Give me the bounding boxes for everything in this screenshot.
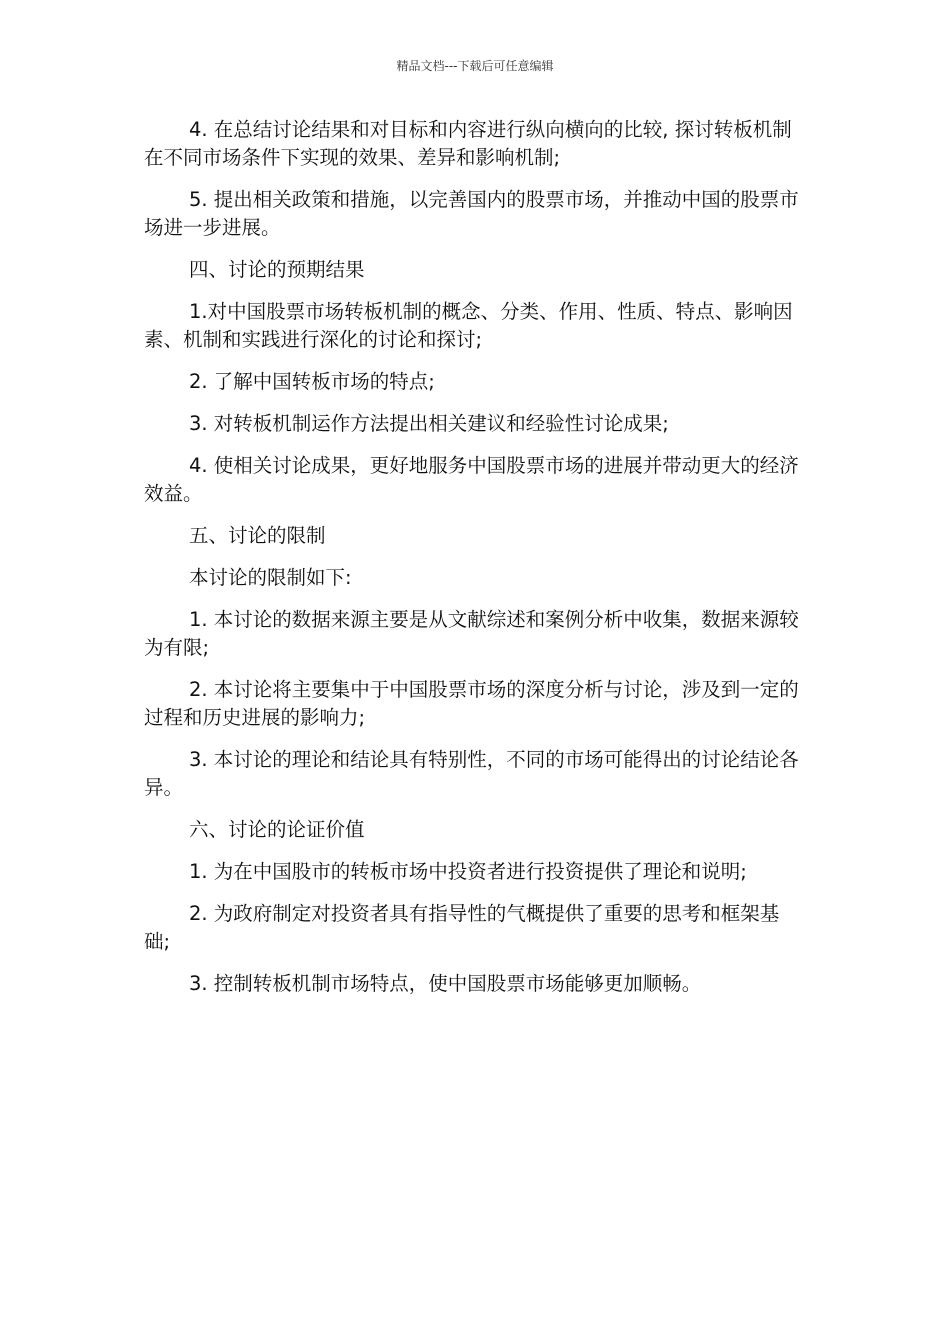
paragraph-limitations-intro: 本讨论的限制如下: [189, 566, 352, 589]
paragraph-policy-measures: 5. 提出相关政策和措施，以完善国内的股票市场，并推动中国的股票市场进一步进展。 [144, 188, 799, 239]
section-heading-limitations: 五、讨论的限制 [189, 524, 326, 547]
section-heading-value: 六、讨论的论证价值 [189, 818, 365, 841]
paragraph-expected-result-1: 1.对中国股票市场转板机制的概念、分类、作用、性质、特点、影响因素、机制和实践进行深化的讨论和探讨; [144, 300, 793, 351]
paragraph-value-3: 3. 控制转板机制市场特点，使中国股票市场能够更加顺畅。 [189, 972, 702, 995]
paragraph-limitation-2: 2. 本讨论将主要集中于中国股票市场的深度分析与讨论，涉及到一定的过程和历史进展的影响力; [144, 678, 799, 729]
paragraph-limitation-1: 1. 本讨论的数据来源主要是从文献综述和案例分析中收集，数据来源较为有限; [144, 608, 799, 659]
paragraph-expected-result-3: 3. 对转板机制运作方法提出相关建议和经验性讨论成果; [189, 412, 669, 435]
section-heading-expected-results: 四、讨论的预期结果 [189, 258, 365, 281]
paragraph-expected-result-4: 4. 使相关讨论成果，更好地服务中国股票市场的进展并带动更大的经济效益。 [144, 454, 799, 505]
page-header: 精品文档---下载后可任意编辑 [396, 59, 554, 73]
paragraph-expected-result-2: 2. 了解中国转板市场的特点; [189, 370, 435, 393]
paragraph-value-1: 1. 为在中国股市的转板市场中投资者进行投资提供了理论和说明; [189, 860, 747, 883]
paragraph-analysis-comparison: 4. 在总结讨论结果和对目标和内容进行纵向横向的比较, 探讨转板机制在不同市场条件下实现的效果、差异和影响机制; [144, 118, 792, 169]
document-body [144, 116, 800, 1012]
paragraph-limitation-3: 3. 本讨论的理论和结论具有特别性，不同的市场可能得出的讨论结论各异。 [144, 748, 799, 799]
paragraph-value-2: 2. 为政府制定对投资者具有指导性的气概提供了重要的思考和框架基础; [144, 902, 780, 953]
